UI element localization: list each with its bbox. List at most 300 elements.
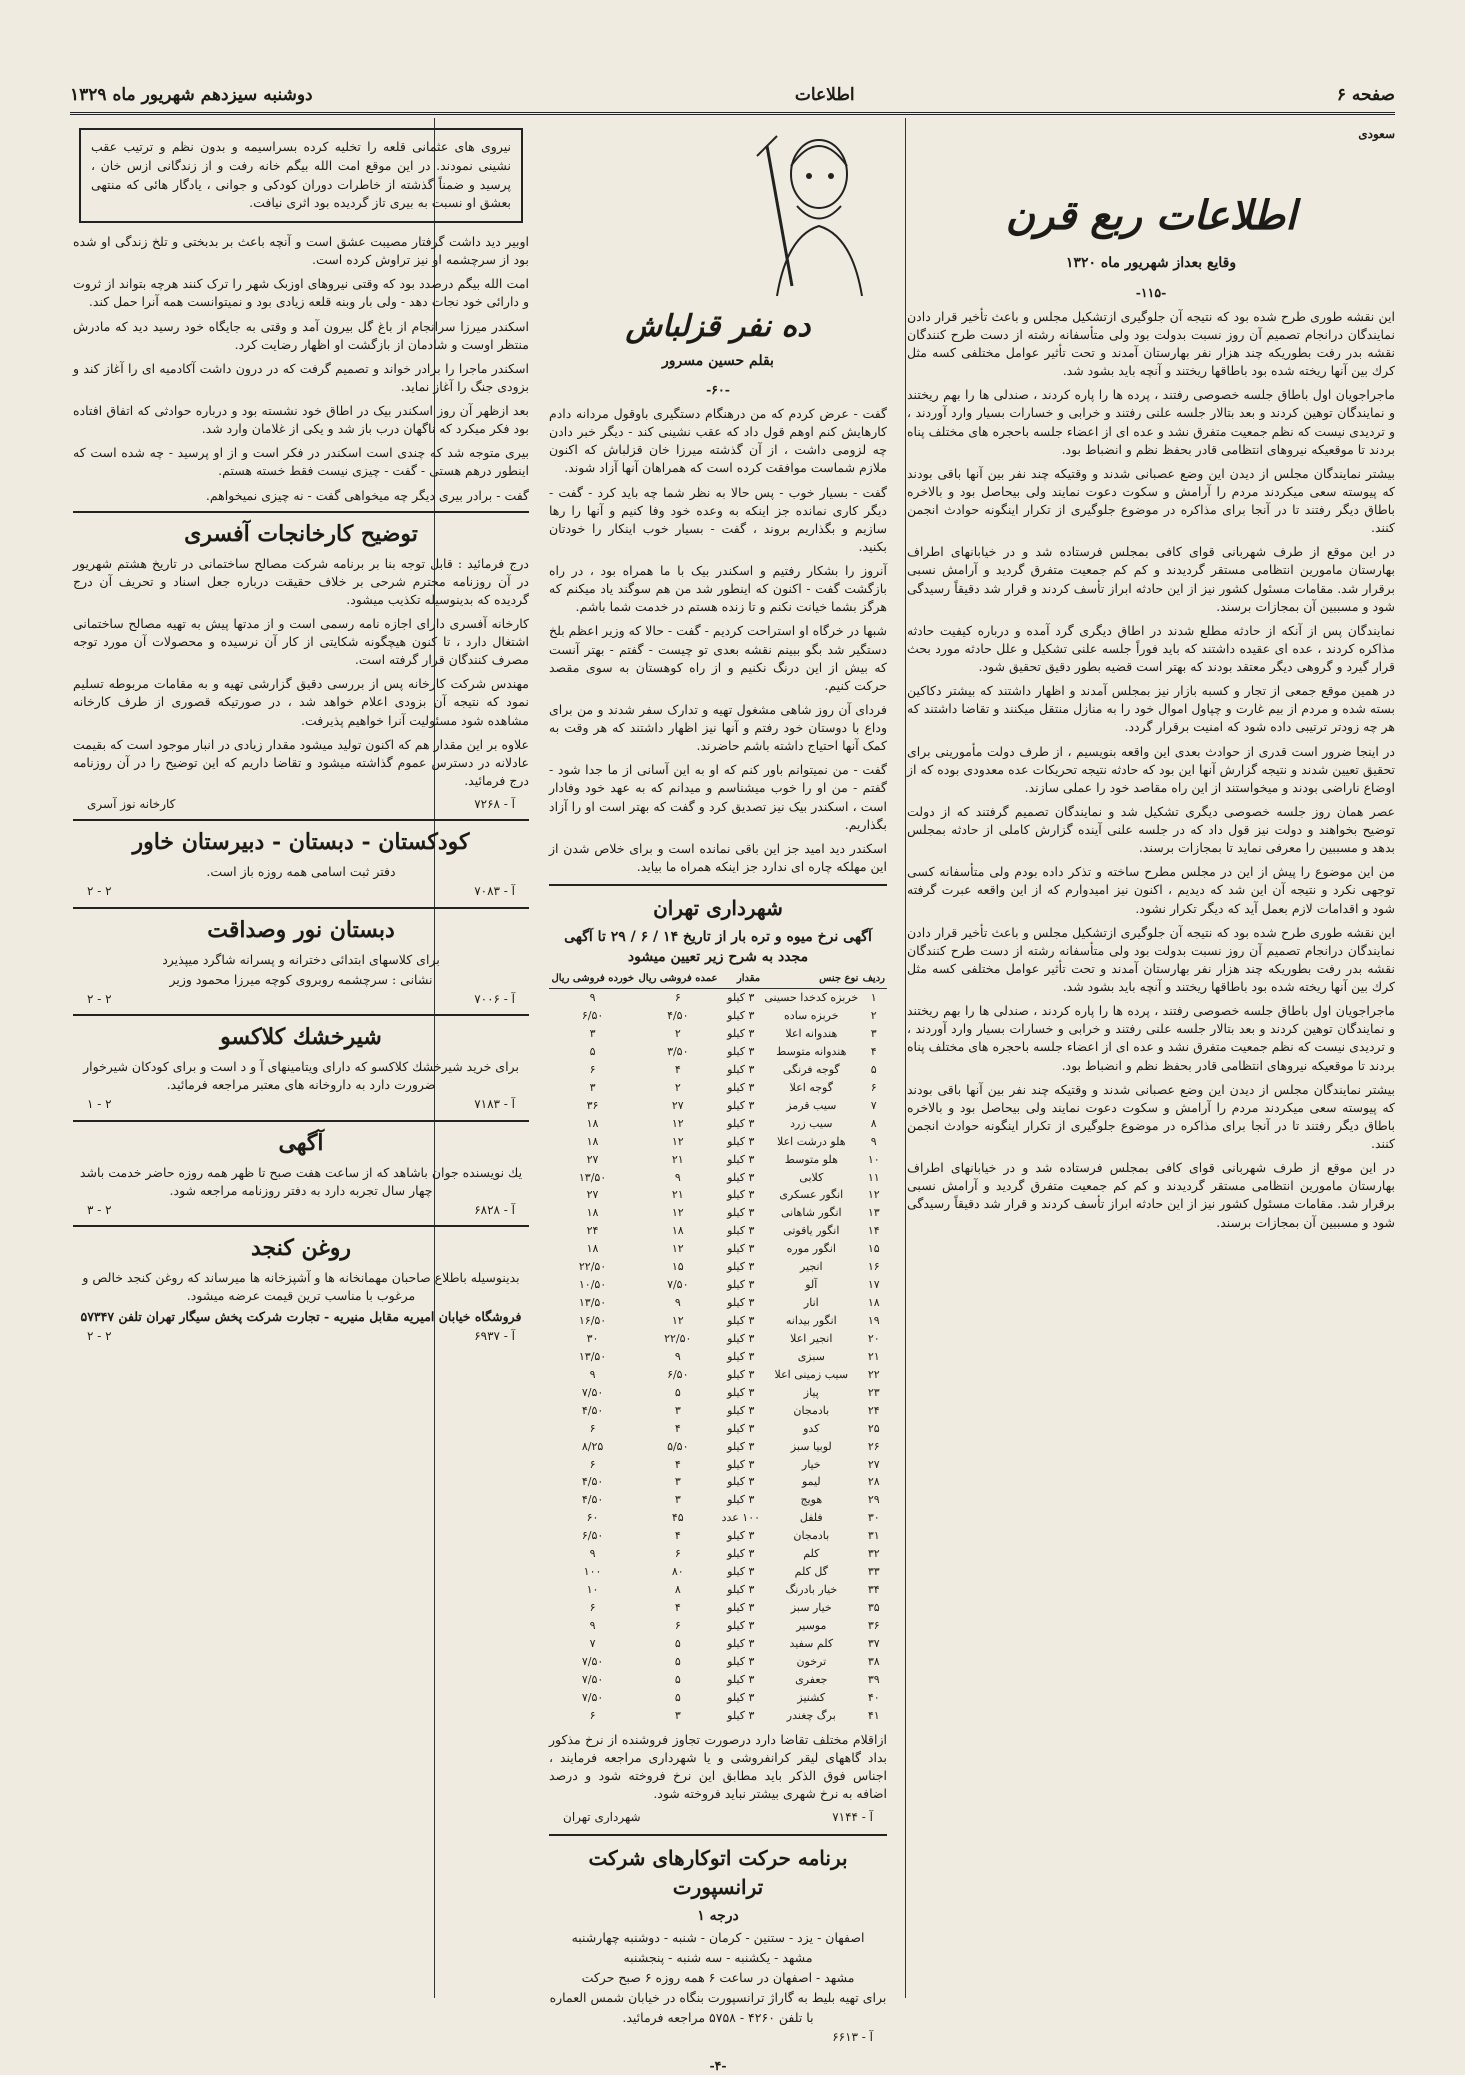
table-cell: ۷/۵۰ [581, 1654, 604, 1668]
warrior-illustration [737, 126, 887, 296]
table-cell: انگور موره [786, 1242, 836, 1256]
table-row [549, 1115, 887, 1133]
table-row [549, 1312, 887, 1330]
table-cell: ۳۱ [867, 1529, 880, 1543]
table-cell: بادمجان [793, 1529, 830, 1543]
table-cell: سبزی [797, 1349, 825, 1363]
ad-code: آ - ۶۹۳۷ [474, 1328, 515, 1343]
table-cell: انجیر [799, 1260, 823, 1274]
table-cell: ۳ [674, 1475, 681, 1489]
paragraph: این نقشه طوری طرح شده بود که نتیجه آن جلوگیری ازتشکیل مجلس و باعث تأخیر قرار دادن نمایندگان درانجام تصمیم آن روز نسبت بدولت بود ولی متأسفانه رشته از دست طرح کنندگان نقشه بدر رفت بطوریکه چند هزار نفر بهارستان آمدند و تحت تأثیر عوامل مختلفی کسه مثل کرك بین آنها ریخته شده بود باطاقها ریختند و آنچه باید بشود شد. [907, 308, 1395, 379]
ad-notice-title: آگهی [73, 1120, 529, 1160]
table-cell: ۵ [589, 1044, 596, 1058]
table-cell: ۳ کیلو [727, 1331, 755, 1345]
table-row [549, 1420, 887, 1438]
header-cell: خورده فروشی ریال [549, 970, 636, 989]
table-cell: ۳ کیلو [727, 1009, 755, 1023]
table-cell: ۳۴ [867, 1583, 880, 1597]
table-row [549, 1043, 887, 1061]
paragraph: گفت - من نمیتوانم باور کنم که او به این آسانی از ما جدا شود - گفتم - من او را خوب میشناسم و میدانم که به عهد خود وفادار است ، اسکندر بیک نیز تصدیق کرد و گفت که بهتر است او را آزاد بگذاریم. [549, 762, 887, 832]
table-cell: ۸/۲۵ [581, 1439, 604, 1453]
table-cell: ۳ کیلو [727, 1296, 755, 1310]
ad-school-footer [87, 991, 515, 1008]
table-row [549, 1186, 887, 1204]
paragraph: این نقشه طوری طرح شده بود که نتیجه آن جلوگیری ازتشکیل مجلس و باعث تأخیر قرار دادن نمایندگان درانجام تصمیم آن روز نسبت بدولت بود ولی متأسفانه رشته از دست طرح کنندگان نقشه بدر رفت بطوریکه چند هزار نفر بهارستان آمدند و تحت تأثیر عوامل مختلفی کسه مثل کرك بین آنها ریخته شده بود باطاقها ریختند و آنچه باید بشود شد. [907, 924, 1395, 995]
masthead [70, 78, 1395, 115]
table-cell: ۶ [589, 1708, 596, 1722]
table-cell: ۹ [674, 1349, 681, 1363]
table-cell: ۱۲ [671, 1116, 684, 1130]
table-cell: ۴/۵۰ [581, 1475, 604, 1489]
table-cell: ۳ کیلو [727, 1457, 755, 1471]
table-cell: ۳ کیلو [727, 1188, 755, 1202]
table-cell: ۴ [674, 1421, 681, 1435]
transport-code: آ - ۶۶۱۳ [832, 2030, 873, 2045]
paragraph: گفت - برادر بیری دیگر چه میخواهی گفت - نه چیزی نمیخواهم. [205, 487, 529, 503]
notice-title: توضیح کارخانجات آفسری [73, 511, 529, 551]
ad-school-line: برای کلاسهای ابتدائی دخترانه و پسرانه شاگرد میپذیرد [162, 951, 440, 967]
table-cell: ۳ کیلو [727, 1583, 755, 1597]
table-cell: ۳ کیلو [727, 1062, 755, 1076]
table-cell: ۱۸ [586, 1242, 599, 1256]
table-cell: ۳۲ [867, 1547, 880, 1561]
table-cell: انگور بیدانه [785, 1314, 837, 1328]
notice-sign: کارخانه نوز آسری [87, 797, 176, 812]
table-cell: ۲۹ [867, 1493, 880, 1507]
table-cell: ۲۸ [867, 1475, 880, 1489]
table-cell: برگ چغندر [786, 1708, 836, 1722]
table-cell: ۳ کیلو [727, 1152, 755, 1166]
table-cell: ۱۳/۵۰ [578, 1296, 607, 1310]
table-cell: ۵ [674, 1690, 681, 1704]
paragraph: شبها در خرگاه او استراحت کردیم - گفت - حالا که وزیر اعظم بلخ دستگیر شد بگو ببینم نقشه بعدی تو چیست - گفتم - بهتر آنست که بیش از این درنگ نکنیم و از راه کوهستان به سوی مقصد حرکت کنیم. [549, 623, 887, 693]
ad-milk-footer [87, 1096, 515, 1113]
table-cell: ۴/۵۰ [581, 1403, 604, 1417]
table-cell: ۱۲ [867, 1188, 880, 1202]
notice-code: آ - ۷۲۶۸ [474, 797, 515, 812]
table-row [549, 1222, 887, 1240]
table-cell: ۳ [589, 1080, 596, 1094]
table-cell: سیب قرمز [786, 1098, 837, 1112]
table-cell: ۴۱ [867, 1708, 880, 1722]
table-row [549, 1617, 887, 1635]
page-footer-number: -۴- [709, 2057, 727, 2073]
paragraph: امت الله بیگم درصدد بود که وقتی نیروهای اوزبک شهر را ترک کنند هرچه بتواند از ثروت و دارائی خود نجات دهد - ولی بار وبنه قلعه زیادی بود و نمیتوانست همه آنرا حمل کند. [73, 276, 529, 310]
ad-sesame-oil-line: بدینوسیله باطلاع صاحبان مهمانخانه ها و آشپزخانه ها میرساند که روغن کنجد خالص و مرغوب با مناسب ترین قیمت عرضه میشود. [82, 1270, 520, 1304]
table-cell: ۳ کیلو [727, 1098, 755, 1112]
ad-notice-line: یك نویسنده جوان باشاهد که از ساعت هفت صبح تا ظهر همه روزه حاضر خدمت باشد چهار سال تجربه دارد به دفتر روزنامه مراجعه شود. [79, 1164, 523, 1198]
ad-code: آ - ۷۰۸۳ [474, 884, 515, 899]
paragraph: بعد ازظهر آن روز اسکندر بیک در اطاق خود نشسته بود و درباره حوادثی که اتفاق افتاده بود فکر میکرد که ناگهان درب باز شد و یکی از غلامان وارد شد. [73, 403, 529, 437]
table-cell: خیار بادرنگ [785, 1583, 838, 1597]
table-cell: کلم [803, 1547, 820, 1561]
table-cell: ۶ [674, 1618, 681, 1632]
table-row [549, 1061, 887, 1079]
table-cell: ۱۰۰ عدد [721, 1511, 761, 1525]
paragraph: در این موقع از طرف شهربانی قوای کافی بمجلس فرستاده شد و در خیابانهای اطراف بهارستان مامورین انتظامی مستقر گردیدند و کم کم جمعیت متفرق گردید و آرامش نسبی برقرار شد. مقامات مسئول کشور نیز از این حادثه ابراز تأسف کردند و قرار شد دقیقاً رسیدگی شود و مسببین آن بمجازات برسند. [907, 1160, 1395, 1230]
municipality-title: شهرداری تهران [653, 896, 783, 921]
table-cell: ۱۱ [867, 1170, 880, 1184]
table-cell: ۳ کیلو [727, 1565, 755, 1579]
table-cell: ۱ [870, 991, 877, 1005]
table-cell: ۶ [674, 991, 681, 1005]
table-cell: ۶۰ [586, 1511, 599, 1525]
table-row [549, 1456, 887, 1474]
column-left [73, 122, 529, 1982]
table-cell: ۱۸ [586, 1134, 599, 1148]
table-cell: ۱۸ [867, 1296, 880, 1310]
table-row [549, 1581, 887, 1599]
table-cell: ۸ [674, 1583, 681, 1597]
table-cell: ۵ [870, 1062, 877, 1076]
table-cell: ۹ [674, 1296, 681, 1310]
table-cell: هویج [800, 1493, 823, 1507]
table-cell: خیار سبز [790, 1601, 832, 1615]
column-serial-story [549, 122, 887, 2073]
transport-footer [563, 2029, 873, 2046]
table-cell: ۳/۵۰ [667, 1044, 689, 1058]
paragraph: گفت - عرض کردم که من درهنگام دستگیری باوقول مردانه دادم کارهایش کنم اوهم قول داد که عقب نشینی کند - دیگر خبر دادن چه لزومی داشت ، از آن گذشته میرزا خان قزلباش که اکنون ملازم شماست موافقت کرده است که همراهان آنها آزاد شوند. [549, 406, 887, 476]
table-cell: ۴ [674, 1529, 681, 1543]
ad-repeat: ۲ - ۳ [87, 1203, 112, 1218]
table-cell: ۳ کیلو [727, 1367, 755, 1381]
table-cell: فلفل [799, 1511, 823, 1525]
table-cell: ۳ کیلو [727, 1044, 755, 1058]
article-title: اطلاعات ربع قرن [1005, 192, 1297, 240]
installment-number: -۱۱۵- [1135, 284, 1167, 300]
table-cell: ۱۴ [867, 1224, 880, 1238]
table-row [549, 1599, 887, 1617]
table-row [549, 1294, 887, 1312]
table-cell: ۹ [674, 1170, 681, 1184]
table-cell: ۲۱ [867, 1349, 880, 1363]
ad-repeat: ۲ - ۱ [87, 1097, 112, 1112]
article-kicker: سعودی [1358, 127, 1395, 141]
table-cell: ۳ [674, 1708, 681, 1722]
table-cell: ۶ [674, 1547, 681, 1561]
table-cell: ۶/۵۰ [581, 1009, 604, 1023]
serial-title: ده نفر قزلباش [625, 309, 811, 345]
fruit-price-table [549, 970, 887, 1725]
paragraph: اسکندر دید امید جز این باقی نمانده است و برای خلاص شدن از این مهلکه چاره ای ندارد جز اینکه همراه ما بیاید. [549, 840, 887, 874]
table-cell: انگور شاهانی [780, 1206, 842, 1220]
paragraph: عصر همان روز جلسه خصوصی دیگری تشکیل شد و نمایندگان تصمیم گرفتند که از دولت توضیح بخواهند و دولت نیز قول داد که در جلسه علنی آینده گزارش کاملی از حادثه بمجلس بدهد و مسببین را معرفی نماید تا بمجازات برسند. [907, 803, 1395, 856]
table-cell: هندوانه اعلا [785, 1027, 838, 1041]
table-cell: ۲۵ [867, 1421, 880, 1435]
table-cell: ۲۶ [867, 1439, 880, 1453]
ad-milk-title: شیرخشك كلاكسو [73, 1014, 529, 1054]
paragraph: اوبیر دید داشت گرفتار مصیبت عشق است و آنچه باعث بر بدبختی و تلخ زندگی او شده بود از سرچشمه او نیز تراوش کرده است. [73, 234, 529, 268]
table-cell: ۹ [589, 991, 596, 1005]
ad-school-title: دبستان نور وصداقت [73, 907, 529, 947]
table-cell: ۳ کیلو [727, 1636, 755, 1650]
municipality-sign: شهرداری تهران [563, 1810, 641, 1825]
paragraph: اسکندر میرزا سرانجام از باغ گل بیرون آمد و وقتی به جایگاه خود رسید دید که مادرش منتظر اوست و شادمان از بازگشت او اظهار رضایت کرد. [73, 318, 529, 352]
ad-repeat: ۲ - ۲ [87, 991, 112, 1006]
installment-number: -۶۰- [706, 381, 730, 397]
municipality-footer [563, 1809, 873, 1826]
table-cell: ۶ [589, 1062, 596, 1076]
table-cell: ۱۲ [671, 1242, 684, 1256]
table-cell: ۲۷ [867, 1457, 880, 1471]
table-row [549, 1689, 887, 1707]
table-cell: ۷/۵۰ [581, 1690, 604, 1704]
header-cell: نوع جنس [762, 970, 860, 989]
column-rule [905, 118, 906, 1998]
table-cell: ۱۵ [867, 1242, 880, 1256]
column-quarter-century [907, 122, 1395, 1982]
table-cell: کلم سفید [789, 1636, 834, 1650]
table-cell: ۱۲ [671, 1314, 684, 1328]
municipality-code: آ - ۷۱۴۴ [832, 1810, 873, 1825]
paragraph: در این موقع از طرف شهربانی قوای کافی بمجلس فرستاده شد و در خیابانهای اطراف بهارستان مامورین انتظامی مستقر گردیدند و کم کم جمعیت متفرق گردید و آرامش نسبی برقرار شد. مقامات مسئول کشور نیز از این حادثه ابراز تأسف کردند و قرار شد دقیقاً رسیدگی شود و مسببین آن بمجازات برسند. [907, 544, 1395, 614]
paragraph: من این موضوع را پیش از این در مجلس مطرح ساخته و تذکر داده بودم ولی متأسفانه کسی توجهی نکرد و نتیجه آن این شد که دیدیم ، اکنون نیز امیدوارم که از این واقعه عبرت گرفته شود و اقدامات لازم بعمل آید که دیگر تکرار نشود. [907, 864, 1395, 916]
table-cell: ۱۳/۵۰ [578, 1349, 607, 1363]
table-cell: ۳ [589, 1027, 596, 1041]
table-cell: سیب زمینی اعلا [774, 1367, 849, 1381]
article-subtitle: وقایع بعداز شهریور ماه ۱۳۲۰ [1065, 255, 1237, 272]
table-cell: هندوانه متوسط [776, 1044, 847, 1058]
table-row [549, 1438, 887, 1456]
table-cell: ۱۰/۵۰ [578, 1278, 607, 1292]
notice-paragraph: کارخانه آفسری دارای اجازه نامه رسمی است و از مدتها پیش به تهیه مصالح ساختمانی اشتغال دارد ، تا کنون هیچگونه شکایتی از کار آن نرسیده و محصولات آن مورد توجه مصرف کنندگان قرار گرفته است. [73, 615, 529, 668]
table-cell: ۳ [674, 1493, 681, 1507]
table-cell: کدو [803, 1421, 820, 1435]
paragraph: در اینجا ضرور است قدری از حوادث بعدی این واقعه بنویسیم ، از طرف دولت مأمورینی برای تحقیق تعیین شدند و نتیجه گزارش آنها این بود که حادثه نتیجه تحریکات عده معدودی بوده که از اوضاع ناراضی بودند و میخواستند از این راه مقاصد خود را عملی سازند. [907, 743, 1395, 795]
paragraph: نمایندگان پس از آنکه از حادثه مطلع شدند در اطاق دیگری گرد آمده و درباره کیفیت حادثه مذاکره کردند ، عده ای عقیده داشتند که باید فوراً جلسه علنی تشکیل و علل حادثه مورد بحث قرار گیرد و گروهی دیگر معتقد بودند که بهتر است قضیه بطور دقیق تحقیق شود. [907, 622, 1395, 675]
divider [549, 884, 887, 886]
table-cell: ۸ [870, 1116, 877, 1130]
table-cell: ۲۴ [586, 1224, 599, 1238]
table-row [549, 1491, 887, 1509]
table-cell: ۴ [674, 1062, 681, 1076]
table-cell: ۵ [674, 1385, 681, 1399]
table-cell: ۴/۵۰ [581, 1493, 604, 1507]
table-cell: ۶ [589, 1601, 596, 1615]
table-cell: ۳ کیلو [727, 1349, 755, 1363]
transport-title: برنامه حرکت اتوکارهای شرکت ترانسپورت [588, 1846, 848, 1900]
table-cell: ۷ [870, 1098, 877, 1112]
table-cell: ۹ [589, 1547, 596, 1561]
table-cell: ۳ کیلو [727, 1278, 755, 1292]
table-row [549, 1169, 887, 1187]
table-cell: کشنیز [797, 1690, 826, 1704]
table-cell: ۵ [674, 1636, 681, 1650]
table-header-row [549, 970, 887, 989]
table-row [549, 1240, 887, 1258]
table-cell: گوجه فرنگی [782, 1062, 840, 1076]
table-cell: ۴۰ [867, 1690, 880, 1704]
table-cell: ۹ [870, 1134, 877, 1148]
paragraph: گفت - بسیار خوب - پس حالا به نظر شما چه باید کرد - گفت - دیگر کاری نمانده جز اینکه به وعده خود وفا کنیم و آنها را رها سازیم و بگذاریم بروند ، گفت - بسیار خوب اینکار را خودتان بکنید. [549, 484, 887, 554]
table-cell: ۱۷ [867, 1278, 880, 1292]
paragraph: بیری متوجه شد که چندی است اسکندر در فکر است و از او پرسید - چه شده است که اینطور درهم هستی - گفت - چیزی نیست فقط خسته هستم. [73, 445, 529, 479]
municipality-note: ازاقلام مختلف تقاضا دارد درصورت تجاوز فروشنده از نرخ مذکور بداد گاههای لیقر کرانفروشی و یا شهرداری مراجعه فرمایند ، اجناس فوق الذکر باید مطابق این نرخ فروخته شود و درصد اضافه به نرخ شهری بیشتر نباید فروخته شود. [549, 1731, 887, 1801]
table-cell: ۳ کیلو [727, 1260, 755, 1274]
notice-footer [87, 796, 515, 813]
table-cell: ۲۲/۵۰ [664, 1331, 692, 1345]
table-cell: ۳ کیلو [727, 1027, 755, 1041]
table-cell: گوجه اعلا [789, 1080, 833, 1094]
table-row [549, 1025, 887, 1043]
table-cell: ۵ [674, 1654, 681, 1668]
table-cell: ۳ کیلو [727, 1206, 755, 1220]
table-cell: لوبیا سبز [790, 1439, 832, 1453]
table-cell: ۱۶/۵۰ [578, 1314, 607, 1328]
table-cell: ۶/۵۰ [581, 1529, 604, 1543]
table-cell: ۳ کیلو [727, 1618, 755, 1632]
paragraph: در همین موقع جمعی از تجار و کسبه بازار نیز بمجلس آمدند و اظهار داشتند که بیشتر دکاکین بسته شده و مردم از بیم غارت و چپاول اموال خود را به منازل منتقل میکنند و تقاضا داشتند که هر چه زودتر ترتیبی داده شود که امنیت برقرار گردد. [907, 683, 1395, 735]
ad-kindergarten-title: کودکستان - دبستان - دبیرستان خاور [73, 819, 529, 859]
notice-paragraph: مهندس شرکت کارخانه پس از بررسی دقیق گزارشی تهیه و به مقامات مربوطه تسلیم نمود که نتیجه آن بزودی اعلام خواهد شد ، در صورتیکه قصوری از طرف کارخانه مشاهده شود مسئولیت آنرا خواهیم پذیرفت. [73, 676, 529, 728]
table-cell: ۳ کیلو [727, 1080, 755, 1094]
table-cell: ۲۷ [586, 1152, 599, 1166]
table-cell: ۳ کیلو [727, 991, 755, 1005]
table-cell: ۲۳ [867, 1385, 880, 1399]
ad-notice-footer [87, 1202, 515, 1219]
table-cell: ۱۲ [671, 1206, 684, 1220]
paragraph: اسکندر ماجرا را برادر خواند و تصمیم گرفت که در درون داشت آکادمیه ای را آغاز کند و بزودی جنگ را آغاز نماید. [73, 360, 529, 394]
table-cell: ۳۸ [867, 1654, 880, 1668]
table-row [549, 1258, 887, 1276]
ad-code: آ - ۶۸۲۸ [474, 1203, 515, 1218]
paper-name: اطلاعات [794, 85, 855, 105]
table-cell: ۸۰ [671, 1565, 684, 1579]
ad-school-address: نشانی : سرچشمه روبروی کوچه میرزا محمود وزیر [169, 971, 433, 987]
table-cell: ترخون [796, 1654, 827, 1668]
table-cell: ۶/۵۰ [667, 1367, 689, 1381]
table-row [549, 1527, 887, 1545]
table-cell: گل کلم [794, 1565, 828, 1579]
table-cell: سیب زرد [790, 1116, 833, 1130]
table-cell: ۳ کیلو [727, 1385, 755, 1399]
paragraph: آنروز را بشکار رفتیم و اسکندر بیک با ما همراه بود ، در راه بازگشت گفت - اکنون که اینطور شد من هم سوگند یاد میکنم که هرگز بشما خیانت نکنم و تا زنده هستم در خدمت شما باشم. [549, 563, 887, 615]
table-cell: ۳۹ [867, 1672, 880, 1686]
paragraph: بیشتر نمایندگان مجلس از دیدن این وضع عصبانی شدند و وقتیکه چند نفر بین آنها باقی بودند که پیوسته سعی میکردند مردم را آرامش و سکوت دعوت نمایند ولی بیحاصل بود و بالاخره باطاق دیگر رفتند تا در آنجا برای مذاکره در موضوع جلوگیری از تکرار اینگونه حوادث انجمن کنند. [907, 465, 1395, 536]
table-cell: آلو [805, 1278, 818, 1292]
page-number: صفحه ۶ [1336, 85, 1395, 105]
table-cell: ۳ کیلو [727, 1547, 755, 1561]
table-row [549, 989, 887, 1007]
transport-line: مشهد - یکشنبه - سه شنبه - پنجشنبه [623, 1949, 813, 1965]
header-cell: مقدار [719, 970, 762, 989]
table-cell: ۱۸ [586, 1206, 599, 1220]
paragraph: فردای آن روز شاهی مشغول تهیه و تدارک سفر شدند و من برای وداع با دوستان خود رفتم و آنها نیز اظهار داشتند که هر وقت به کمک آنها احتیاج داشته باشم حاضرند. [549, 701, 887, 754]
notice-paragraph: علاوه بر این مقدار هم که اکنون تولید میشود مقدار زیادی در انبار موجود است که بقیمت عادلانه در دسترس عموم گذاشته میشود و تقاضا داریم که این توضیح را در آن روزنامه درج فرمائید. [73, 736, 529, 788]
table-cell: ۳ [674, 1403, 681, 1417]
table-row [549, 1330, 887, 1348]
table-cell: ۲ [674, 1080, 681, 1094]
table-cell: انار [803, 1296, 819, 1310]
ad-repeat: ۲ - ۲ [87, 884, 112, 899]
table-cell: ۳ کیلو [727, 1421, 755, 1435]
table-row [549, 1509, 887, 1527]
table-cell: ۱۸ [586, 1116, 599, 1130]
table-cell: ۱۶ [867, 1260, 880, 1274]
table-row [549, 1473, 887, 1491]
serial-byline: بقلم حسین مسرور [662, 352, 774, 369]
table-cell: ۳۶ [867, 1618, 880, 1632]
table-cell: ۷/۵۰ [581, 1385, 604, 1399]
table-cell: ۱۰ [586, 1583, 599, 1597]
table-cell: جعفری [795, 1672, 828, 1686]
table-cell: ۹ [589, 1618, 596, 1632]
table-row [549, 1545, 887, 1563]
table-row [549, 1653, 887, 1671]
table-cell: ۷ [589, 1636, 596, 1650]
table-cell: ۳۳ [867, 1565, 880, 1579]
ad-kindergarten-line: دفتر ثبت اسامی همه روزه باز است. [206, 864, 396, 880]
table-cell: ۲۰ [867, 1331, 880, 1345]
table-cell: ۳۶ [586, 1098, 599, 1112]
table-cell: ۶ [589, 1457, 596, 1471]
table-cell: ۳ کیلو [727, 1672, 755, 1686]
table-cell: ۳ کیلو [727, 1475, 755, 1489]
table-cell: ۳ کیلو [727, 1493, 755, 1507]
table-cell: هلو درشت اعلا [777, 1134, 846, 1148]
table-cell: ۳۷ [867, 1636, 880, 1650]
municipality-subtitle: آگهی نرخ میوه و تره بار از تاریخ ۱۴ / ۶ / ۲۹ تا آگهی مجدد به شرح زیر تعیین میشود [564, 929, 872, 966]
divider [549, 1834, 887, 1836]
table-cell: کلابی [799, 1170, 824, 1184]
table-cell: ۲۲/۵۰ [578, 1260, 607, 1274]
table-row [549, 1276, 887, 1294]
table-cell: ۲ [870, 1009, 877, 1023]
table-cell: ۱۸ [671, 1224, 684, 1238]
table-cell: ۳ کیلو [727, 1403, 755, 1417]
table-cell: ۵ [674, 1672, 681, 1686]
ad-kindergarten-footer [87, 883, 515, 900]
table-cell: ۱۵ [671, 1260, 684, 1274]
transport-line: اصفهان - یزد - ستنین - کرمان - شنبه - دوشنبه چهارشنبه [571, 1929, 865, 1945]
table-cell: انگور یاقوتی [783, 1224, 840, 1238]
table-row [549, 1348, 887, 1366]
table-cell: ۴۵ [671, 1511, 684, 1525]
table-cell: انجیر اعلا [790, 1331, 833, 1345]
table-cell: ۳ کیلو [727, 1242, 755, 1256]
table-cell: ۱۳/۵۰ [578, 1170, 607, 1184]
table-cell: خربزه کدخدا حسینی [764, 991, 859, 1005]
table-cell: ۳۵ [867, 1601, 880, 1615]
table-cell: انگور عسکری [779, 1188, 844, 1202]
table-cell: ۷/۵۰ [581, 1672, 604, 1686]
table-cell: ۱۲ [671, 1134, 684, 1148]
boxed-summary: نیروی های عثمانی قلعه را تخلیه کرده بسراسیمه و بدون نظم و ترتیب عقب نشینی نمودند. در این موقع امت الله بیگم خانه رفت و از زندگانی ازس خان ، پرسید و ضمناً گذشته از خاطرات دوران کودکی و جوانی ، یادگار هائی که منتهی بعشق او نسبت به بیری تاز گردیده بود اثری نیافت. [79, 128, 523, 223]
ad-code: آ - ۷۰۰۶ [474, 991, 515, 1006]
table-cell: ۳ کیلو [727, 1224, 755, 1238]
table-cell: ۱۹ [867, 1314, 880, 1328]
table-cell: ۲۷ [586, 1188, 599, 1202]
table-cell: پیاز [803, 1385, 819, 1399]
table-cell: ۲۲ [867, 1367, 880, 1381]
table-cell: ۲۷ [671, 1098, 684, 1112]
transport-line: مشهد - اصفهان در ساعت ۶ همه روزه ۶ صبح حرکت [581, 1970, 855, 1986]
ad-repeat: ۲ - ۲ [87, 1328, 112, 1343]
table-cell: خیار [801, 1457, 821, 1471]
table-cell: ۱۰ [867, 1152, 880, 1166]
ad-sesame-oil-store: فروشگاه خیابان امیریه مقابل منیریه - تجارت شرکت پخش سیگار تهران تلفن ۵۷۳۴۷ [80, 1308, 522, 1324]
issue-date: دوشنبه سیزدهم شهریور ماه ۱۳۲۹ [70, 85, 313, 105]
table-cell: ۴ [870, 1044, 877, 1058]
table-cell: ۱۰۰ [583, 1565, 602, 1579]
table-cell: ۴ [674, 1457, 681, 1471]
table-cell: ۲ [674, 1027, 681, 1041]
ad-code: آ - ۷۱۸۳ [474, 1097, 515, 1112]
table-cell: بادمجان [793, 1403, 830, 1417]
table-cell: ۹ [589, 1367, 596, 1381]
table-row [549, 1007, 887, 1025]
table-cell: ۳۰ [867, 1511, 880, 1525]
